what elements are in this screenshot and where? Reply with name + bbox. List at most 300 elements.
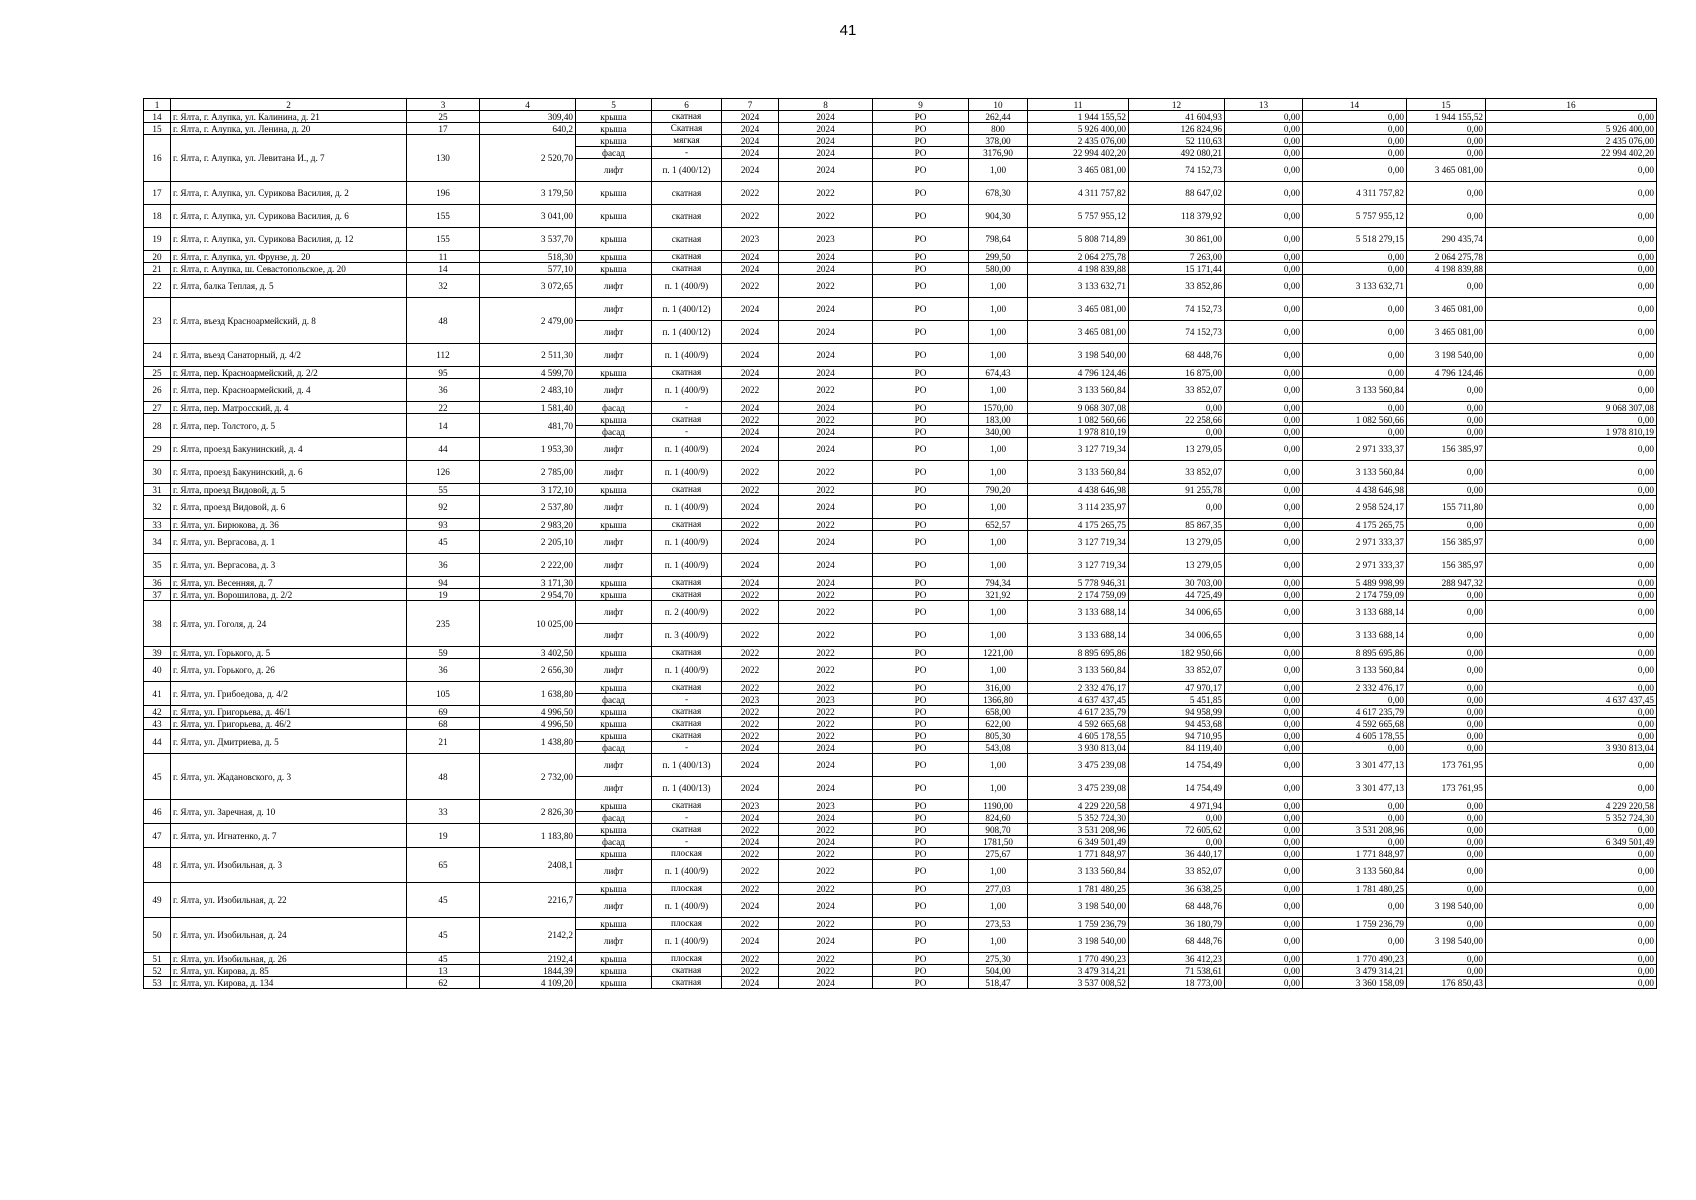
apartments-cell: 48: [407, 754, 480, 800]
row-number-cell: 52: [144, 965, 171, 977]
fund-a-cell: 0,00: [1225, 624, 1303, 647]
method-cell: РО: [873, 111, 969, 123]
fund-c-cell: 0,00: [1407, 589, 1486, 601]
area-cell: 3 172,10: [480, 484, 576, 496]
year-from-cell: 2022: [722, 953, 779, 965]
type-cell: скатная: [652, 577, 722, 589]
address-cell: г. Ялта, ул. Кирова, д. 134: [171, 977, 407, 989]
year-to-cell: 2024: [779, 895, 873, 918]
year-to-cell: 2024: [779, 344, 873, 367]
table-row: [144, 298, 1657, 321]
cost-per-unit-cell: 5 451,85: [1129, 694, 1225, 706]
type-cell: скатная: [652, 647, 722, 659]
apartments-cell: 32: [407, 275, 480, 298]
method-cell: РО: [873, 965, 969, 977]
year-to-cell: 2024: [779, 754, 873, 777]
type-cell: п. 1 (400/9): [652, 860, 722, 883]
fund-c-cell: 0,00: [1407, 519, 1486, 531]
year-from-cell: 2022: [722, 624, 779, 647]
fund-b-cell: 1 771 848,97: [1303, 848, 1407, 860]
cost-cell: 3 127 719,34: [1028, 531, 1129, 554]
cost-cell: 2 435 076,00: [1028, 135, 1129, 147]
fund-c-cell: 155 711,80: [1407, 496, 1486, 519]
method-cell: РО: [873, 123, 969, 135]
table-row: [144, 438, 1657, 461]
fund-c-cell: 3 198 540,00: [1407, 344, 1486, 367]
fund-d-cell: 0,00: [1486, 298, 1657, 321]
fund-a-cell: 0,00: [1225, 461, 1303, 484]
fund-c-cell: 0,00: [1407, 718, 1486, 730]
fund-b-cell: 3 360 158,09: [1303, 977, 1407, 989]
type-cell: п. 1 (400/9): [652, 461, 722, 484]
fund-c-cell: 3 465 081,00: [1407, 159, 1486, 182]
cost-per-unit-cell: 0,00: [1129, 836, 1225, 848]
fund-a-cell: 0,00: [1225, 123, 1303, 135]
cost-cell: 2 064 275,78: [1028, 251, 1129, 263]
element-cell: крыша: [576, 367, 652, 379]
fund-c-cell: 290 435,74: [1407, 228, 1486, 251]
method-cell: РО: [873, 275, 969, 298]
year-from-cell: 2022: [722, 659, 779, 682]
fund-b-cell: 1 082 560,66: [1303, 414, 1407, 426]
fund-b-cell: 0,00: [1303, 251, 1407, 263]
area-cell: 2 983,20: [480, 519, 576, 531]
fund-d-cell: 0,00: [1486, 228, 1657, 251]
cost-per-unit-cell: 13 279,05: [1129, 554, 1225, 577]
type-cell: скатная: [652, 205, 722, 228]
year-to-cell: 2022: [779, 461, 873, 484]
cost-per-unit-cell: 94 453,68: [1129, 718, 1225, 730]
cost-cell: 5 926 400,00: [1028, 123, 1129, 135]
cost-per-unit-cell: 85 867,35: [1129, 519, 1225, 531]
row-number-cell: 48: [144, 848, 171, 883]
fund-c-cell: 0,00: [1407, 601, 1486, 624]
fund-c-cell: 3 198 540,00: [1407, 930, 1486, 953]
type-cell: скатная: [652, 977, 722, 989]
year-from-cell: 2022: [722, 965, 779, 977]
year-to-cell: 2022: [779, 379, 873, 402]
address-cell: г. Ялта, проезд Бакунинский, д. 6: [171, 461, 407, 484]
row-number-cell: 38: [144, 601, 171, 647]
element-cell: фасад: [576, 147, 652, 159]
fund-a-cell: 0,00: [1225, 883, 1303, 895]
fund-d-cell: 0,00: [1486, 624, 1657, 647]
cost-cell: 2 332 476,17: [1028, 682, 1129, 694]
fund-c-cell: 1 944 155,52: [1407, 111, 1486, 123]
element-cell: лифт: [576, 777, 652, 800]
row-number-cell: 36: [144, 577, 171, 589]
fund-a-cell: 0,00: [1225, 402, 1303, 414]
fund-c-cell: 173 761,95: [1407, 754, 1486, 777]
fund-d-cell: 0,00: [1486, 977, 1657, 989]
cost-cell: 3 133 560,84: [1028, 659, 1129, 682]
apartments-cell: 155: [407, 228, 480, 251]
method-cell: РО: [873, 461, 969, 484]
cost-per-unit-cell: 68 448,76: [1129, 930, 1225, 953]
apartments-cell: 48: [407, 298, 480, 344]
fund-a-cell: 0,00: [1225, 647, 1303, 659]
method-cell: РО: [873, 659, 969, 682]
area-cell: 2216,7: [480, 883, 576, 918]
method-cell: РО: [873, 682, 969, 694]
year-to-cell: 2022: [779, 182, 873, 205]
apartments-cell: 45: [407, 883, 480, 918]
row-number-cell: 19: [144, 228, 171, 251]
address-cell: г. Ялта, ул. Грибоедова, д. 4/2: [171, 682, 407, 706]
fund-a-cell: 0,00: [1225, 367, 1303, 379]
cost-per-unit-cell: 84 119,40: [1129, 742, 1225, 754]
year-to-cell: 2022: [779, 883, 873, 895]
area-cell: 640,2: [480, 123, 576, 135]
fund-a-cell: 0,00: [1225, 848, 1303, 860]
cost-cell: 3 198 540,00: [1028, 344, 1129, 367]
fund-b-cell: 3 133 688,14: [1303, 601, 1407, 624]
fund-b-cell: 0,00: [1303, 895, 1407, 918]
address-cell: г. Ялта, ул. Горького, д. 26: [171, 659, 407, 682]
column-number-3: 3: [407, 99, 480, 111]
fund-a-cell: 0,00: [1225, 895, 1303, 918]
fund-a-cell: 0,00: [1225, 800, 1303, 812]
year-to-cell: 2024: [779, 496, 873, 519]
year-to-cell: 2024: [779, 402, 873, 414]
method-cell: РО: [873, 402, 969, 414]
table-row: [144, 367, 1657, 379]
cost-per-unit-cell: 14 754,49: [1129, 777, 1225, 800]
table-row: [144, 251, 1657, 263]
volume-cell: 1,00: [969, 860, 1028, 883]
volume-cell: 1,00: [969, 496, 1028, 519]
fund-a-cell: 0,00: [1225, 659, 1303, 682]
cost-per-unit-cell: 0,00: [1129, 426, 1225, 438]
apartments-cell: 19: [407, 589, 480, 601]
row-number-cell: 45: [144, 754, 171, 800]
fund-c-cell: 0,00: [1407, 800, 1486, 812]
cost-cell: 4 175 265,75: [1028, 519, 1129, 531]
fund-b-cell: 3 133 560,84: [1303, 659, 1407, 682]
year-to-cell: 2024: [779, 531, 873, 554]
fund-a-cell: 0,00: [1225, 182, 1303, 205]
cost-cell: 3 930 813,04: [1028, 742, 1129, 754]
year-from-cell: 2023: [722, 800, 779, 812]
apartments-cell: 55: [407, 484, 480, 496]
element-cell: лифт: [576, 659, 652, 682]
fund-d-cell: 0,00: [1486, 438, 1657, 461]
year-from-cell: 2022: [722, 860, 779, 883]
fund-c-cell: 3 198 540,00: [1407, 895, 1486, 918]
fund-d-cell: 0,00: [1486, 367, 1657, 379]
element-cell: крыша: [576, 718, 652, 730]
fund-a-cell: 0,00: [1225, 438, 1303, 461]
fund-b-cell: 0,00: [1303, 836, 1407, 848]
volume-cell: 1,00: [969, 754, 1028, 777]
table-row: [144, 344, 1657, 367]
fund-c-cell: 3 465 081,00: [1407, 321, 1486, 344]
area-cell: 1 638,80: [480, 682, 576, 706]
method-cell: РО: [873, 577, 969, 589]
address-cell: г. Ялта, проезд Видовой, д. 5: [171, 484, 407, 496]
area-cell: 2 483,10: [480, 379, 576, 402]
row-number-cell: 35: [144, 554, 171, 577]
year-to-cell: 2024: [779, 742, 873, 754]
year-from-cell: 2024: [722, 298, 779, 321]
method-cell: РО: [873, 298, 969, 321]
fund-c-cell: 2 064 275,78: [1407, 251, 1486, 263]
fund-c-cell: 0,00: [1407, 965, 1486, 977]
column-number-4: 4: [480, 99, 576, 111]
fund-d-cell: 0,00: [1486, 344, 1657, 367]
element-cell: крыша: [576, 682, 652, 694]
address-cell: г. Ялта, ул. Заречная, д. 10: [171, 800, 407, 824]
year-to-cell: 2022: [779, 659, 873, 682]
column-number-2: 2: [171, 99, 407, 111]
method-cell: РО: [873, 321, 969, 344]
fund-b-cell: 2 332 476,17: [1303, 682, 1407, 694]
fund-a-cell: 0,00: [1225, 147, 1303, 159]
fund-d-cell: 0,00: [1486, 275, 1657, 298]
year-from-cell: 2024: [722, 251, 779, 263]
cost-cell: 4 796 124,46: [1028, 367, 1129, 379]
year-from-cell: 2024: [722, 777, 779, 800]
element-cell: лифт: [576, 624, 652, 647]
element-cell: крыша: [576, 953, 652, 965]
year-from-cell: 2022: [722, 918, 779, 930]
fund-d-cell: 3 930 813,04: [1486, 742, 1657, 754]
volume-cell: 321,92: [969, 589, 1028, 601]
apartments-cell: 105: [407, 682, 480, 706]
apartments-cell: 59: [407, 647, 480, 659]
element-cell: лифт: [576, 275, 652, 298]
table-row: [144, 402, 1657, 414]
fund-c-cell: 0,00: [1407, 682, 1486, 694]
type-cell: п. 1 (400/9): [652, 379, 722, 402]
fund-b-cell: 0,00: [1303, 298, 1407, 321]
type-cell: п. 1 (400/9): [652, 531, 722, 554]
cost-per-unit-cell: 4 971,94: [1129, 800, 1225, 812]
fund-c-cell: 0,00: [1407, 659, 1486, 682]
type-cell: мягкая: [652, 135, 722, 147]
volume-cell: 504,00: [969, 965, 1028, 977]
fund-a-cell: 0,00: [1225, 589, 1303, 601]
area-cell: 2408,1: [480, 848, 576, 883]
fund-b-cell: 0,00: [1303, 367, 1407, 379]
cost-cell: 3 465 081,00: [1028, 159, 1129, 182]
table-row: [144, 379, 1657, 402]
address-cell: г. Ялта, г. Алупка, ул. Ленина, д. 20: [171, 123, 407, 135]
fund-a-cell: 0,00: [1225, 228, 1303, 251]
year-from-cell: 2024: [722, 812, 779, 824]
year-to-cell: 2024: [779, 135, 873, 147]
volume-cell: 658,00: [969, 706, 1028, 718]
apartments-cell: 93: [407, 519, 480, 531]
apartments-cell: 25: [407, 111, 480, 123]
type-cell: -: [652, 742, 722, 754]
element-cell: крыша: [576, 484, 652, 496]
year-to-cell: 2024: [779, 777, 873, 800]
cost-cell: 3 198 540,00: [1028, 930, 1129, 953]
year-to-cell: 2022: [779, 718, 873, 730]
year-to-cell: 2022: [779, 953, 873, 965]
area-cell: 10 025,00: [480, 601, 576, 647]
year-to-cell: 2022: [779, 414, 873, 426]
method-cell: РО: [873, 589, 969, 601]
element-cell: крыша: [576, 182, 652, 205]
table-row: [144, 123, 1657, 135]
column-number-9: 9: [873, 99, 969, 111]
cost-cell: 5 808 714,89: [1028, 228, 1129, 251]
cost-cell: 4 229 220,58: [1028, 800, 1129, 812]
year-from-cell: 2024: [722, 742, 779, 754]
volume-cell: 1,00: [969, 321, 1028, 344]
volume-cell: 1,00: [969, 159, 1028, 182]
year-to-cell: 2022: [779, 918, 873, 930]
fund-b-cell: 0,00: [1303, 135, 1407, 147]
fund-d-cell: 0,00: [1486, 205, 1657, 228]
cost-per-unit-cell: 47 970,17: [1129, 682, 1225, 694]
row-number-cell: 28: [144, 414, 171, 438]
element-cell: фасад: [576, 836, 652, 848]
fund-d-cell: 0,00: [1486, 531, 1657, 554]
fund-a-cell: 0,00: [1225, 251, 1303, 263]
type-cell: скатная: [652, 800, 722, 812]
column-number-13: 13: [1225, 99, 1303, 111]
year-to-cell: 2024: [779, 123, 873, 135]
method-cell: РО: [873, 496, 969, 519]
fund-a-cell: 0,00: [1225, 554, 1303, 577]
fund-a-cell: 0,00: [1225, 414, 1303, 426]
fund-d-cell: 0,00: [1486, 659, 1657, 682]
apartments-cell: 65: [407, 848, 480, 883]
row-number-cell: 18: [144, 205, 171, 228]
cost-cell: 3 465 081,00: [1028, 298, 1129, 321]
method-cell: РО: [873, 742, 969, 754]
row-number-cell: 34: [144, 531, 171, 554]
type-cell: п. 1 (400/12): [652, 159, 722, 182]
volume-cell: 908,70: [969, 824, 1028, 836]
volume-cell: 1,00: [969, 531, 1028, 554]
year-to-cell: 2022: [779, 484, 873, 496]
fund-a-cell: 0,00: [1225, 918, 1303, 930]
table-row: [144, 977, 1657, 989]
column-number-6: 6: [652, 99, 722, 111]
type-cell: -: [652, 426, 722, 438]
row-number-cell: 23: [144, 298, 171, 344]
volume-cell: 1,00: [969, 895, 1028, 918]
fund-c-cell: 0,00: [1407, 135, 1486, 147]
apartments-cell: 130: [407, 135, 480, 182]
apartments-cell: 45: [407, 918, 480, 953]
fund-d-cell: 2 435 076,00: [1486, 135, 1657, 147]
area-cell: 2 954,70: [480, 589, 576, 601]
address-cell: г. Ялта, г. Алупка, ул. Сурикова Василия, д. 6: [171, 205, 407, 228]
address-cell: г. Ялта, проезд Бакунинский, д. 4: [171, 438, 407, 461]
column-number-12: 12: [1129, 99, 1225, 111]
apartments-cell: 112: [407, 344, 480, 367]
row-number-cell: 14: [144, 111, 171, 123]
volume-cell: 678,30: [969, 182, 1028, 205]
area-cell: 3 179,50: [480, 182, 576, 205]
year-to-cell: 2022: [779, 848, 873, 860]
address-cell: г. Ялта, пер. Красноармейский, д. 4: [171, 379, 407, 402]
cost-per-unit-cell: 13 279,05: [1129, 438, 1225, 461]
cost-cell: 1 944 155,52: [1028, 111, 1129, 123]
volume-cell: 1,00: [969, 461, 1028, 484]
table-row: [144, 531, 1657, 554]
fund-c-cell: 176 850,43: [1407, 977, 1486, 989]
type-cell: -: [652, 147, 722, 159]
cost-per-unit-cell: 34 006,65: [1129, 601, 1225, 624]
type-cell: скатная: [652, 682, 722, 694]
element-cell: крыша: [576, 123, 652, 135]
row-number-cell: 27: [144, 402, 171, 414]
cost-per-unit-cell: 33 852,07: [1129, 659, 1225, 682]
column-number-1: 1: [144, 99, 171, 111]
fund-c-cell: 0,00: [1407, 147, 1486, 159]
address-cell: г. Ялта, проезд Видовой, д. 6: [171, 496, 407, 519]
fund-c-cell: 4 198 839,88: [1407, 263, 1486, 275]
fund-b-cell: 0,00: [1303, 930, 1407, 953]
element-cell: лифт: [576, 930, 652, 953]
year-from-cell: 2024: [722, 367, 779, 379]
fund-b-cell: 2 971 333,37: [1303, 531, 1407, 554]
fund-d-cell: 22 994 402,20: [1486, 147, 1657, 159]
row-number-cell: 47: [144, 824, 171, 848]
year-from-cell: 2024: [722, 438, 779, 461]
method-cell: РО: [873, 706, 969, 718]
cost-per-unit-cell: 15 171,44: [1129, 263, 1225, 275]
type-cell: -: [652, 402, 722, 414]
fund-b-cell: 5 518 279,15: [1303, 228, 1407, 251]
year-to-cell: 2024: [779, 251, 873, 263]
cost-per-unit-cell: 44 725,49: [1129, 589, 1225, 601]
volume-cell: 1781,50: [969, 836, 1028, 848]
method-cell: РО: [873, 519, 969, 531]
volume-cell: 622,00: [969, 718, 1028, 730]
address-cell: г. Ялта, ул. Вергасова, д. 3: [171, 554, 407, 577]
cost-per-unit-cell: 33 852,86: [1129, 275, 1225, 298]
cost-per-unit-cell: 74 152,73: [1129, 159, 1225, 182]
address-cell: г. Ялта, ул. Бирюкова, д. 36: [171, 519, 407, 531]
year-from-cell: 2024: [722, 321, 779, 344]
fund-b-cell: 0,00: [1303, 123, 1407, 135]
volume-cell: 1,00: [969, 275, 1028, 298]
fund-c-cell: 3 465 081,00: [1407, 298, 1486, 321]
year-from-cell: 2024: [722, 836, 779, 848]
volume-cell: 790,20: [969, 484, 1028, 496]
cost-cell: 3 133 560,84: [1028, 379, 1129, 402]
table-row: [144, 182, 1657, 205]
area-cell: 2142,2: [480, 918, 576, 953]
area-cell: 4 109,20: [480, 977, 576, 989]
volume-cell: 805,30: [969, 730, 1028, 742]
fund-b-cell: 4 175 265,75: [1303, 519, 1407, 531]
fund-d-cell: 5 926 400,00: [1486, 123, 1657, 135]
year-to-cell: 2022: [779, 647, 873, 659]
cost-per-unit-cell: 182 950,66: [1129, 647, 1225, 659]
fund-a-cell: 0,00: [1225, 379, 1303, 402]
fund-a-cell: 0,00: [1225, 706, 1303, 718]
type-cell: п. 1 (400/9): [652, 275, 722, 298]
fund-b-cell: 4 617 235,79: [1303, 706, 1407, 718]
column-number-row: [144, 99, 1657, 111]
element-cell: крыша: [576, 251, 652, 263]
cost-per-unit-cell: 36 180,79: [1129, 918, 1225, 930]
apartments-cell: 14: [407, 414, 480, 438]
address-cell: г. Ялта, ул. Ворошилова, д. 2/2: [171, 589, 407, 601]
element-cell: лифт: [576, 438, 652, 461]
method-cell: РО: [873, 824, 969, 836]
cost-cell: 3 537 008,52: [1028, 977, 1129, 989]
table-row: [144, 883, 1657, 895]
